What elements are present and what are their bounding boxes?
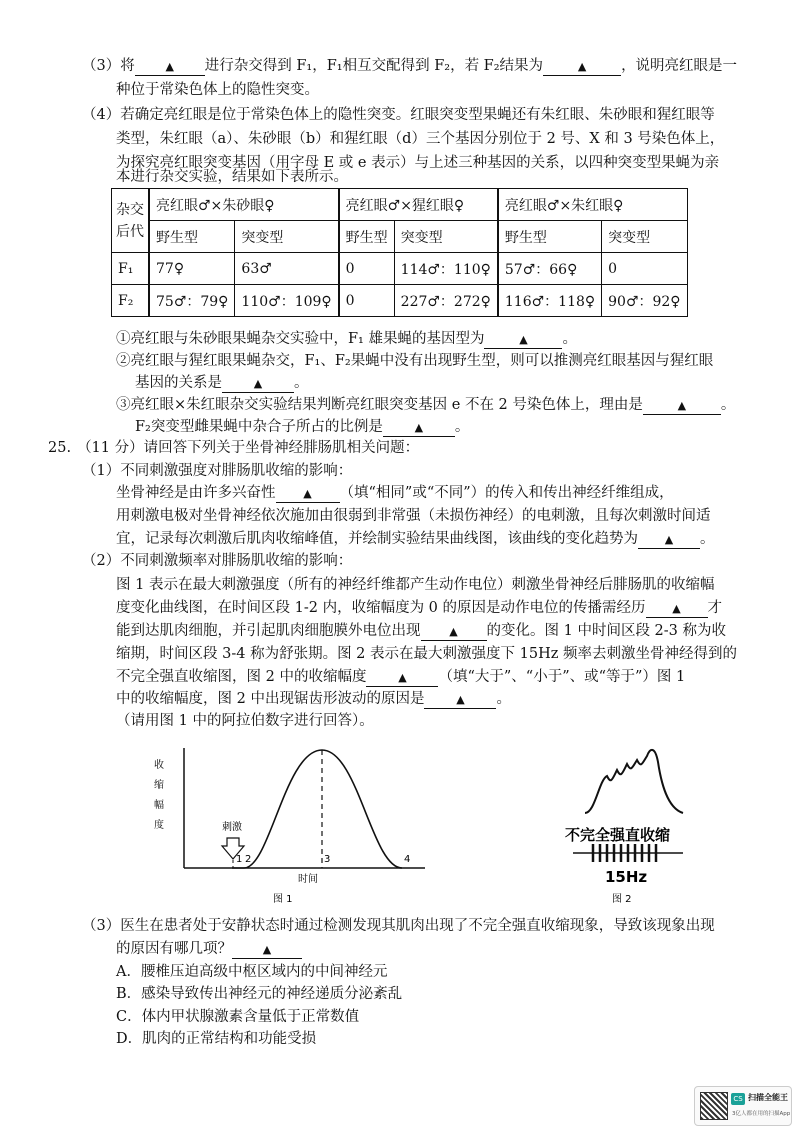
- q25-heading: 25. （11 分）请回答下列关于坐骨神经腓肠肌相关问题：: [48, 440, 420, 456]
- cross-results-table: [111, 188, 688, 317]
- q25-part2-line4: 缩期，时间区段 3-4 称为舒张期。图 2 表示在最大刺激强度下 15Hz 频率去刺激坐骨神经得到的: [116, 646, 737, 662]
- table-subheader: 突变型: [235, 221, 339, 253]
- q24-sub2-line2: 基因的关系是 ▲ 。: [135, 375, 309, 391]
- q25-part1-line2: 用刺激电极对坐骨神经依次施加由很弱到非常强（未损伤神经）的电刺激，且每次刺激时间适: [116, 508, 711, 524]
- answer-blank[interactable]: ▲: [543, 59, 621, 76]
- option-a[interactable]: A．腰椎压迫高级中枢区域内的中间神经元: [116, 964, 388, 980]
- q25-part1-line3: 宜，记录每次刺激后肌肉收缩峰值，并绘制实验结果曲线图，该曲线的变化趋势为 ▲ 。: [116, 531, 715, 547]
- tetanus-curve: [585, 750, 683, 813]
- table-row: F₁ 77♀ 63♂ 0 114♂：110♀ 57♂：66♀ 0: [112, 253, 688, 285]
- answer-blank[interactable]: ▲: [424, 692, 496, 709]
- q25-part1-line1: 坐骨神经是由许多兴奋性 ▲ （填“相同”或“不同”）的传入和传出神经纤维组成，: [116, 485, 674, 501]
- q25-part2-line3: 能到达肌肉细胞，并引起肌肉细胞膜外电位出现 ▲ 的变化。图 1 中时间区段 2-3 称为收: [116, 623, 727, 639]
- q24-part3-line1: （3）将 ▲ 进行杂交得到 F₁，F₁相互交配得到 F₂，若 F₂结果为 ▲ ，说明亮红眼是一: [82, 58, 738, 74]
- table-subheader: 突变型: [602, 221, 687, 253]
- answer-blank[interactable]: ▲: [276, 486, 340, 503]
- answer-blank[interactable]: ▲: [638, 532, 700, 549]
- q24-sub3-line1: ③亮红眼×朱红眼杂交实验结果判断亮红眼突变基因 e 不在 2 号染色体上，理由是 ▲ 。: [116, 397, 736, 413]
- table-subheader: 野生型: [498, 221, 602, 253]
- q24-sub2-line1: ②亮红眼与猩红眼果蝇杂交，F₁、F₂果蝇中没有出现野生型，则可以推测亮红眼基因与猩红眼: [116, 353, 714, 369]
- answer-blank[interactable]: ▲: [135, 59, 205, 76]
- table-cross-header: 亮红眼♂×朱砂眼♀: [149, 189, 339, 221]
- figure-2-label: 不完全强直收缩: [565, 826, 671, 844]
- q24-part4-line1: （4）若确定亮红眼是位于常染色体上的隐性突变。红眼突变型果蝇还有朱红眼、朱砂眼和猩红眼等: [82, 107, 715, 123]
- figure-1-caption: 图 1: [273, 894, 293, 905]
- option-c[interactable]: C．体内甲状腺激素含量低于正常数值: [116, 1009, 360, 1025]
- answer-blank[interactable]: ▲: [232, 942, 302, 959]
- q25-part2-line5: 不完全强直收缩图，图 2 中的收缩幅度 ▲ （填“大于”、“小于”、或“等于”）图 1: [116, 669, 686, 685]
- answer-blank[interactable]: ▲: [421, 624, 487, 641]
- option-d[interactable]: D．肌肉的正常结构和功能受损: [116, 1031, 317, 1047]
- q25-part1-title: （1）不同刺激强度对腓肠肌收缩的影响：: [82, 463, 353, 479]
- q25-part2-line6: 中的收缩幅度，图 2 中出现锯齿形波动的原因是 ▲ 。: [116, 691, 511, 707]
- question-number: 25.: [48, 440, 72, 456]
- answer-blank[interactable]: ▲: [646, 601, 708, 618]
- figure-1-contraction-curve: [140, 740, 440, 905]
- point-1-label: 1: [236, 854, 243, 865]
- q24-part4-line3: 为探究亮红眼突变基因（用字母 E 或 e 表示）与上述三种基因的关系，以四种突变型果蝇为亲: [116, 155, 720, 171]
- q25-part2-line1: 图 1 表示在最大刺激强度（所有的神经纤维都产生动作电位）刺激坐骨神经后腓肠肌的收缩幅: [116, 577, 715, 593]
- q25-part3-line1: （3）医生在患者处于安静状态时通过检测发现其肌肉出现了不完全强直收缩现象，导致该现象出现: [82, 918, 715, 934]
- q25-part3-line2: 的原因有哪几项？ ▲: [116, 938, 302, 960]
- y-label-char: 收: [154, 760, 164, 771]
- answer-blank[interactable]: ▲: [383, 420, 455, 437]
- table-subheader: 突变型: [394, 221, 498, 253]
- cs-logo-icon: CS: [731, 1093, 745, 1105]
- scanner-brand: 扫描全能王: [748, 1093, 788, 1102]
- y-label-char: 度: [154, 820, 164, 831]
- point-2-label: 2: [245, 854, 252, 865]
- contraction-curve: [232, 750, 402, 868]
- q24-sub3-line2: F₂突变型雌果蝇中杂合子所占的比例是 ▲ 。: [135, 419, 470, 435]
- qr-code-icon: [700, 1092, 728, 1120]
- figure-2-tetanus-curve: [555, 740, 705, 905]
- answer-blank[interactable]: ▲: [484, 332, 562, 349]
- point-4-label: 4: [404, 854, 411, 865]
- scanner-tagline: 3亿人都在用的扫描App: [732, 1111, 791, 1117]
- option-b[interactable]: B．感染导致传出神经元的神经递质分泌紊乱: [116, 986, 403, 1002]
- q25-part2-title: （2）不同刺激频率对腓肠肌收缩的影响：: [82, 553, 353, 569]
- q24-part4-line2: 类型，朱红眼（a）、朱砂眼（b）和猩红眼（d）三个基因分别位于 2 号、X 和 3 号染色体上，: [116, 131, 725, 147]
- table-subheader: 野生型: [339, 221, 395, 253]
- answer-blank[interactable]: ▲: [643, 398, 721, 415]
- table-cross-header: 亮红眼♂×朱红眼♀: [498, 189, 687, 221]
- q24-sub1: ①亮红眼与朱砂眼果蝇杂交实验中，F₁ 雄果蝇的基因型为 ▲ 。: [116, 331, 577, 347]
- q24-part4-line4: 本进行杂交实验，结果如下表所示。: [116, 169, 348, 185]
- stimulus-label: 刺激: [222, 822, 242, 833]
- point-3-label: 3: [324, 854, 331, 865]
- q25-part2-line7: （请用图 1 中的阿拉伯数字进行回答）。: [116, 713, 374, 729]
- q25-part2-line2: 度变化曲线图，在时间区段 1-2 内，收缩幅度为 0 的原因是动作电位的传播需经历 ▲ 才: [116, 600, 723, 616]
- x-axis-label: 时间: [298, 874, 318, 885]
- y-label-char: 缩: [154, 780, 164, 791]
- figure-2-caption: 图 2: [612, 894, 632, 905]
- table-subheader: 野生型: [149, 221, 235, 253]
- table-row: F₂ 75♂：79♀ 110♂：109♀ 0 227♂：272♀ 116♂：118♀ 90♂：92♀: [112, 285, 688, 317]
- answer-blank[interactable]: ▲: [222, 376, 294, 393]
- table-cross-header: 亮红眼♂×猩红眼♀: [339, 189, 498, 221]
- scanner-watermark: [694, 1086, 792, 1126]
- frequency-label: 15Hz: [605, 868, 648, 886]
- table-corner: 杂交 后代: [112, 189, 150, 253]
- q24-part3-line2: 种位于常染色体上的隐性突变。: [116, 82, 319, 98]
- answer-blank[interactable]: ▲: [366, 670, 438, 687]
- y-label-char: 幅: [154, 800, 164, 811]
